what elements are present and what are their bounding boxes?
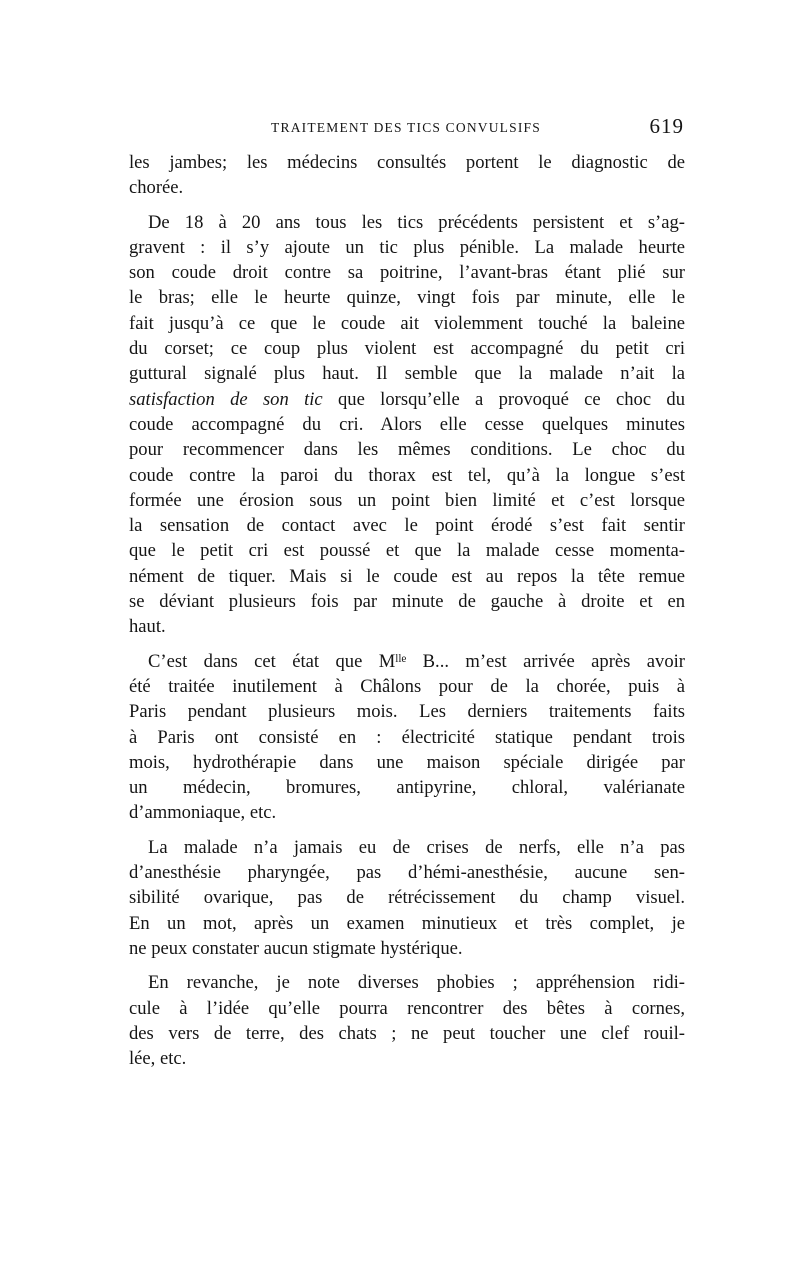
text-line: En revanche, je note diverses phobies ; appréhension ridi- bbox=[148, 972, 685, 994]
text-line: haut. bbox=[129, 616, 166, 638]
text-line: ne peux constater aucun stigmate hystérique. bbox=[129, 937, 463, 959]
text-line: se déviant plusieurs fois par minute de gauche à droite et en bbox=[129, 591, 685, 613]
text-line: un médecin, bromures, antipyrine, chloral, valérianate bbox=[129, 777, 685, 799]
running-title: TRAITEMENT DES TICS CONVULSIFS bbox=[271, 120, 541, 135]
text-fragment: que lorsqu’elle a provoqué ce choc du bbox=[322, 388, 686, 410]
text-line: La malade n’a jamais eu de crises de nerfs, elle n’a pas bbox=[148, 836, 685, 858]
text-line: pour recommencer dans les mêmes conditions. Le choc du bbox=[129, 439, 685, 461]
text-line: nément de tiquer. Mais si le coude est au repos la tête remue bbox=[129, 565, 685, 587]
text-line: d’ammoniaque, etc. bbox=[129, 802, 277, 824]
text-line: C’est dans cet état que Mˡˡᵉ B... m’est arrivée après avoir bbox=[148, 650, 685, 672]
text-line: fait jusqu’à ce que le coude ait violemment touché la baleine bbox=[129, 312, 685, 334]
paragraph-2 bbox=[129, 210, 685, 640]
body-text bbox=[129, 150, 685, 1071]
paragraph-3 bbox=[129, 649, 685, 826]
text-line: De 18 à 20 ans tous les tics précédents persistent et s’ag- bbox=[148, 211, 685, 233]
text-line: le bras; elle le heurte quinze, vingt fois par minute, elle le bbox=[129, 287, 685, 309]
text-line: chorée. bbox=[129, 177, 184, 199]
text-line: Paris pendant plusieurs mois. Les derniers traitements faits bbox=[129, 701, 685, 723]
text-line: En un mot, après un examen minutieux et très complet, je bbox=[129, 912, 685, 934]
text-line: son coude droit contre sa poitrine, l’avant-bras étant plié sur bbox=[129, 262, 685, 284]
paragraph-5 bbox=[129, 970, 685, 1071]
text-line: sibilité ovarique, pas de rétrécissement du champ visuel. bbox=[129, 887, 685, 909]
text-line: coude accompagné du cri. Alors elle cesse quelques minutes bbox=[129, 413, 685, 435]
text-line: des vers de terre, des chats ; ne peut toucher une clef rouil- bbox=[129, 1022, 685, 1044]
text-line: cule à l’idée qu’elle pourra rencontrer des bêtes à cornes, bbox=[129, 997, 685, 1019]
italic-phrase: satisfaction de son tic bbox=[129, 388, 323, 410]
text-line: la sensation de contact avec le point érodé s’est fait sentir bbox=[129, 515, 685, 537]
page-number: 619 bbox=[649, 114, 684, 138]
text-line-with-italic bbox=[129, 387, 685, 412]
text-line: formée une érosion sous un point bien limité et c’est lorsque bbox=[129, 489, 685, 511]
text-line: que le petit cri est poussé et que la malade cesse momenta- bbox=[129, 540, 685, 562]
text-line: lée, etc. bbox=[129, 1048, 187, 1070]
text-line: gravent : il s’y ajoute un tic plus pénible. La malade heurte bbox=[129, 236, 685, 258]
text-line: les jambes; les médecins consultés portent le diagnostic de bbox=[129, 152, 685, 173]
paragraph-4 bbox=[129, 835, 685, 961]
text-line: été traitée inutilement à Châlons pour de la chorée, puis à bbox=[129, 675, 685, 697]
text-line: à Paris ont consisté en : électricité statique pendant trois bbox=[129, 726, 685, 748]
text-line: mois, hydrothérapie dans une maison spéciale dirigée par bbox=[129, 751, 685, 773]
text-line: guttural signalé plus haut. Il semble que la malade n’ait la bbox=[129, 363, 685, 385]
text-line: coude contre la paroi du thorax est tel, qu’à la longue s’est bbox=[129, 464, 685, 486]
text-line: du corset; ce coup plus violent est accompagné du petit cri bbox=[129, 338, 685, 360]
paragraph-1 bbox=[129, 150, 685, 201]
running-header bbox=[128, 112, 684, 142]
text-line: d’anesthésie pharyngée, pas d’hémi-anesthésie, aucune sen- bbox=[129, 862, 685, 884]
